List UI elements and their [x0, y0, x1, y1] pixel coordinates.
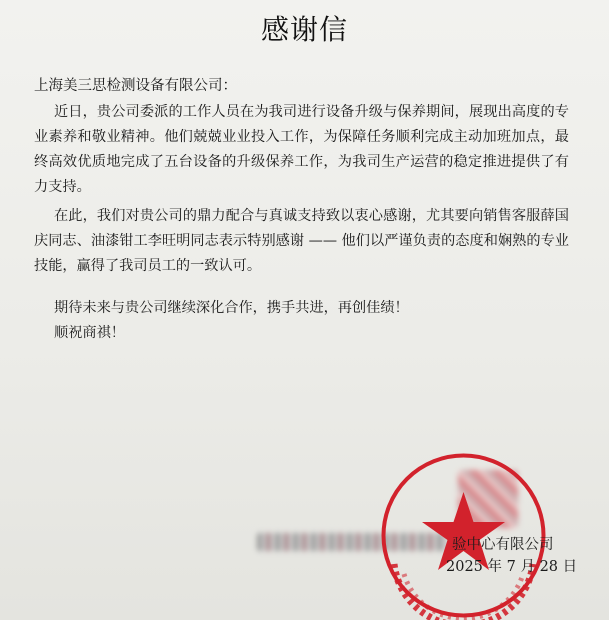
paragraph-2: 在此，我们对贵公司的鼎力配合与真诚支持致以衷心感谢，尤其要向销售客服薛国庆同志、油漆钳工李旺明同志表示特别感谢 —— 他们以严谨负责的态度和娴熟的专业技能，赢得了我司员工的一致认可。: [34, 208, 569, 274]
letter-date: 2025 年 7 月 28 日: [446, 559, 578, 575]
recipient-line: 上海美三思检测设备有限公司：: [34, 78, 237, 94]
paragraph-3: 期待未来与贵公司继续深化合作，携手共进，再创佳绩！: [54, 300, 409, 316]
closing-greeting: 顺祝商祺！: [54, 325, 125, 341]
sender-name: 验中心有限公司: [452, 537, 554, 553]
letter-title: 感谢信: [260, 13, 348, 46]
paragraph-1: 近日，贵公司委派的工作人员在为我司进行设备升级与保养期间，展现出高度的专业素养和敬业精神。他们兢兢业业投入工作，为保障任务顺利完成主动加班加点，最终高效优质地完成了五台设备的升级保养工作，为我司生产运营的稳定推进提供了有力支持。: [34, 104, 569, 195]
